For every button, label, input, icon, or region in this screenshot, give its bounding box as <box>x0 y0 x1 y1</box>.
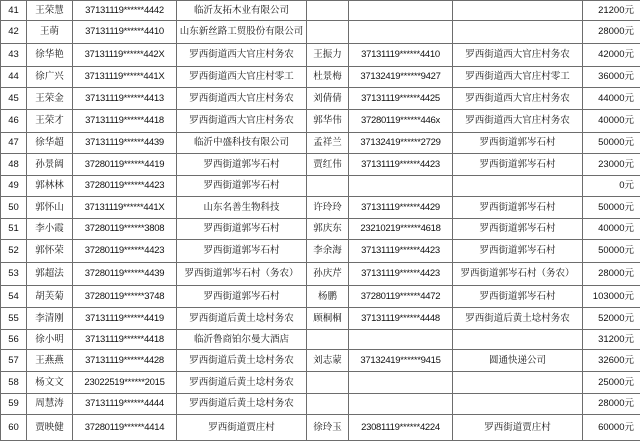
row-number-cell: 49 <box>1 176 27 197</box>
applicant-name-cell: 周慧涛 <box>27 394 73 415</box>
amount-cell: 25000元 <box>583 372 640 394</box>
amount-cell: 28000元 <box>583 263 640 286</box>
row-number-cell: 57 <box>1 350 27 372</box>
applicant-name-cell: 徐小明 <box>27 330 73 350</box>
amount-cell: 50000元 <box>583 197 640 219</box>
spouse-workplace-cell: 罗西街道西大官庄村零工 <box>453 67 583 88</box>
applicant-workplace-cell: 罗西街道后黄土埝村务农 <box>177 394 307 415</box>
amount-cell: 23000元 <box>583 154 640 176</box>
spouse-id-cell: 23081119******4224 <box>349 415 453 441</box>
applicant-workplace-cell: 罗西街道西大官庄村务农 <box>177 88 307 110</box>
applicant-workplace-cell: 临沂友拓木业有限公司 <box>177 1 307 21</box>
amount-cell: 36000元 <box>583 67 640 88</box>
applicant-id-cell: 37131119******4410 <box>73 21 177 44</box>
applicant-id-cell: 37131119******4418 <box>73 330 177 350</box>
row-number-cell: 52 <box>1 240 27 263</box>
spouse-name-cell: 杜景梅 <box>307 67 349 88</box>
spouse-workplace-cell <box>453 330 583 350</box>
applicant-id-cell: 37280119******4423 <box>73 176 177 197</box>
amount-cell: 0元 <box>583 176 640 197</box>
applicant-workplace-cell: 罗西街道后黄土埝村务农 <box>177 350 307 372</box>
spouse-name-cell: 郭华伟 <box>307 110 349 133</box>
table-row <box>1 415 640 441</box>
spouse-id-cell: 37131119******4429 <box>349 197 453 219</box>
spouse-id-cell: 37280119******4472 <box>349 286 453 308</box>
table-row <box>1 197 640 219</box>
table-row <box>1 110 640 133</box>
applicant-id-cell: 23022519******2015 <box>73 372 177 394</box>
row-number-cell: 46 <box>1 110 27 133</box>
amount-cell: 52000元 <box>583 308 640 330</box>
table-row <box>1 330 640 350</box>
table-row <box>1 67 640 88</box>
applicant-name-cell: 胡芙菊 <box>27 286 73 308</box>
applicant-workplace-cell: 罗西街道郭岑石村 <box>177 154 307 176</box>
applicant-id-cell: 37280119******4439 <box>73 263 177 286</box>
applicant-workplace-cell: 临沂中盛科技有限公司 <box>177 133 307 154</box>
row-number-cell: 51 <box>1 219 27 240</box>
applicant-name-cell: 郭超法 <box>27 263 73 286</box>
row-number-cell: 41 <box>1 1 27 21</box>
applicant-name-cell: 李清刚 <box>27 308 73 330</box>
table-row <box>1 21 640 44</box>
applicant-name-cell: 徐广兴 <box>27 67 73 88</box>
applicant-name-cell: 王萌 <box>27 21 73 44</box>
spouse-id-cell: 37131119******4423 <box>349 154 453 176</box>
amount-cell: 32600元 <box>583 350 640 372</box>
row-number-cell: 58 <box>1 372 27 394</box>
table-row <box>1 372 640 394</box>
spouse-workplace-cell: 罗西街道西大官庄村务农 <box>453 88 583 110</box>
table-row <box>1 286 640 308</box>
spouse-name-cell: 顾桐桐 <box>307 308 349 330</box>
row-number-cell: 48 <box>1 154 27 176</box>
spouse-name-cell <box>307 1 349 21</box>
applicant-name-cell: 王燕燕 <box>27 350 73 372</box>
applicant-workplace-cell: 罗西街道西大官庄村零工 <box>177 67 307 88</box>
table-row <box>1 176 640 197</box>
spouse-workplace-cell: 罗西街道郭岑石村 <box>453 133 583 154</box>
row-number-cell: 56 <box>1 330 27 350</box>
table-row <box>1 240 640 263</box>
applicant-name-cell: 李小霞 <box>27 219 73 240</box>
spouse-id-cell: 37131119******4425 <box>349 88 453 110</box>
row-number-cell: 54 <box>1 286 27 308</box>
spouse-name-cell: 刘志蒙 <box>307 350 349 372</box>
amount-cell: 42000元 <box>583 44 640 67</box>
applicant-id-cell: 37131119******4444 <box>73 394 177 415</box>
applicant-id-cell: 37131119******4439 <box>73 133 177 154</box>
amount-cell: 31200元 <box>583 330 640 350</box>
applicant-id-cell: 37131119******4418 <box>73 110 177 133</box>
applicant-id-cell: 37131119******441X <box>73 197 177 219</box>
row-number-cell: 53 <box>1 263 27 286</box>
amount-cell: 28000元 <box>583 21 640 44</box>
spouse-workplace-cell <box>453 372 583 394</box>
spouse-name-cell <box>307 21 349 44</box>
applicant-name-cell: 郭林林 <box>27 176 73 197</box>
spouse-workplace-cell: 罗西街道郭岑石村 <box>453 219 583 240</box>
amount-cell: 50000元 <box>583 240 640 263</box>
applicant-name-cell: 徐华艳 <box>27 44 73 67</box>
spouse-name-cell <box>307 330 349 350</box>
spouse-workplace-cell: 罗西街道西大官庄村务农 <box>453 44 583 67</box>
amount-cell: 103000元 <box>583 286 640 308</box>
table-row <box>1 154 640 176</box>
applicant-workplace-cell: 罗西街道西大官庄村务农 <box>177 110 307 133</box>
spouse-id-cell: 23210219******4618 <box>349 219 453 240</box>
spouse-id-cell <box>349 372 453 394</box>
spouse-id-cell: 37131119******4423 <box>349 263 453 286</box>
spouse-name-cell: 王振力 <box>307 44 349 67</box>
table-row <box>1 394 640 415</box>
amount-cell: 60000元 <box>583 415 640 441</box>
row-number-cell: 50 <box>1 197 27 219</box>
spouse-id-cell: 37131119******4410 <box>349 44 453 67</box>
spouse-name-cell: 刘倩倩 <box>307 88 349 110</box>
applicant-workplace-cell: 罗西街道郭岑石村 <box>177 219 307 240</box>
applicant-name-cell: 贾映健 <box>27 415 73 441</box>
spouse-name-cell: 李余海 <box>307 240 349 263</box>
amount-cell: 50000元 <box>583 133 640 154</box>
table-row <box>1 263 640 286</box>
applicant-name-cell: 杨文文 <box>27 372 73 394</box>
applicant-name-cell: 王荣金 <box>27 88 73 110</box>
applicant-name-cell: 王荣慧 <box>27 1 73 21</box>
table-row <box>1 133 640 154</box>
applicant-name-cell: 郭怀荣 <box>27 240 73 263</box>
spouse-workplace-cell: 罗西街道贾庄村 <box>453 415 583 441</box>
applicant-id-cell: 37131119******4413 <box>73 88 177 110</box>
applicant-workplace-cell: 罗西街道郭岑石村（务农） <box>177 263 307 286</box>
spouse-id-cell: 37132419******2729 <box>349 133 453 154</box>
applicant-id-cell: 37280119******4414 <box>73 415 177 441</box>
spouse-id-cell: 37280119******446x <box>349 110 453 133</box>
spouse-name-cell <box>307 394 349 415</box>
spouse-id-cell <box>349 394 453 415</box>
table-row <box>1 219 640 240</box>
amount-cell: 44000元 <box>583 88 640 110</box>
applicant-id-cell: 37131119******441X <box>73 67 177 88</box>
spouse-workplace-cell: 罗西街道后黄土埝村务农 <box>453 308 583 330</box>
applicant-name-cell: 王荣才 <box>27 110 73 133</box>
spouse-workplace-cell <box>453 1 583 21</box>
spouse-workplace-cell: 罗西街道郭岑石村 <box>453 286 583 308</box>
table-row <box>1 44 640 67</box>
applicant-id-cell: 37131119******4428 <box>73 350 177 372</box>
applicant-id-cell: 37280119******4419 <box>73 154 177 176</box>
applicant-workplace-cell: 罗西街道郭岑石村 <box>177 176 307 197</box>
spouse-name-cell <box>307 176 349 197</box>
spouse-workplace-cell: 罗西街道郭岑石村 <box>453 240 583 263</box>
applicant-name-cell: 徐华超 <box>27 133 73 154</box>
amount-cell: 21200元 <box>583 1 640 21</box>
applicant-workplace-cell: 罗西街道郭岑石村 <box>177 286 307 308</box>
spouse-id-cell: 37132419******9415 <box>349 350 453 372</box>
spouse-workplace-cell: 罗西街道郭岑石村 <box>453 197 583 219</box>
applicant-id-cell: 37280119******3748 <box>73 286 177 308</box>
applicant-id-cell: 37131119******4419 <box>73 308 177 330</box>
spouse-id-cell: 37131119******4423 <box>349 240 453 263</box>
applicant-id-cell: 37280119******3808 <box>73 219 177 240</box>
spouse-id-cell <box>349 176 453 197</box>
row-number-cell: 45 <box>1 88 27 110</box>
applicant-workplace-cell: 罗西街道后黄土埝村务农 <box>177 308 307 330</box>
row-number-cell: 60 <box>1 415 27 441</box>
applicant-id-cell: 37131119******4442 <box>73 1 177 21</box>
spouse-workplace-cell: 罗西街道西大官庄村务农 <box>453 110 583 133</box>
row-number-cell: 55 <box>1 308 27 330</box>
amount-cell: 40000元 <box>583 110 640 133</box>
spouse-workplace-cell: 罗西街道郭岑石村 <box>453 154 583 176</box>
spouse-name-cell <box>307 372 349 394</box>
row-number-cell: 43 <box>1 44 27 67</box>
spouse-workplace-cell <box>453 21 583 44</box>
applicant-workplace-cell: 临沂鲁商铂尔曼大酒店 <box>177 330 307 350</box>
spouse-id-cell: 37132419******9427 <box>349 67 453 88</box>
table-row <box>1 88 640 110</box>
applicant-workplace-cell: 罗西街道后黄土埝村务农 <box>177 372 307 394</box>
spouse-name-cell: 徐玲玉 <box>307 415 349 441</box>
amount-cell: 28000元 <box>583 394 640 415</box>
amount-cell: 40000元 <box>583 219 640 240</box>
applicant-workplace-cell: 罗西街道贾庄村 <box>177 415 307 441</box>
spouse-name-cell: 郭庆东 <box>307 219 349 240</box>
applicant-workplace-cell: 罗西街道郭岑石村 <box>177 240 307 263</box>
spouse-id-cell <box>349 330 453 350</box>
applicant-id-cell: 37280119******4423 <box>73 240 177 263</box>
spouse-name-cell: 许玲玲 <box>307 197 349 219</box>
applicant-id-cell: 37131119******442X <box>73 44 177 67</box>
spouse-id-cell <box>349 21 453 44</box>
row-number-cell: 47 <box>1 133 27 154</box>
applicant-name-cell: 郭怀山 <box>27 197 73 219</box>
spouse-id-cell <box>349 1 453 21</box>
row-number-cell: 42 <box>1 21 27 44</box>
spouse-name-cell: 孟祥兰 <box>307 133 349 154</box>
row-number-cell: 59 <box>1 394 27 415</box>
table-row <box>1 308 640 330</box>
spouse-name-cell: 杨鹏 <box>307 286 349 308</box>
table-body <box>1 1 640 441</box>
spouse-workplace-cell: 罗西街道郭岑石村（务农） <box>453 263 583 286</box>
spouse-workplace-cell <box>453 176 583 197</box>
applicant-workplace-cell: 山东新丝路工贸股份有限公司 <box>177 21 307 44</box>
table-row <box>1 1 640 21</box>
row-number-cell: 44 <box>1 67 27 88</box>
applicant-name-cell: 孙景阔 <box>27 154 73 176</box>
spouse-workplace-cell <box>453 394 583 415</box>
spouse-name-cell: 孙庆芹 <box>307 263 349 286</box>
applicant-workplace-cell: 山东名善生物科技 <box>177 197 307 219</box>
applicant-workplace-cell: 罗西街道西大官庄村务农 <box>177 44 307 67</box>
spouse-name-cell: 贾红伟 <box>307 154 349 176</box>
spouse-workplace-cell: 圆通快递公司 <box>453 350 583 372</box>
table-row <box>1 350 640 372</box>
spouse-id-cell: 37131119******4448 <box>349 308 453 330</box>
